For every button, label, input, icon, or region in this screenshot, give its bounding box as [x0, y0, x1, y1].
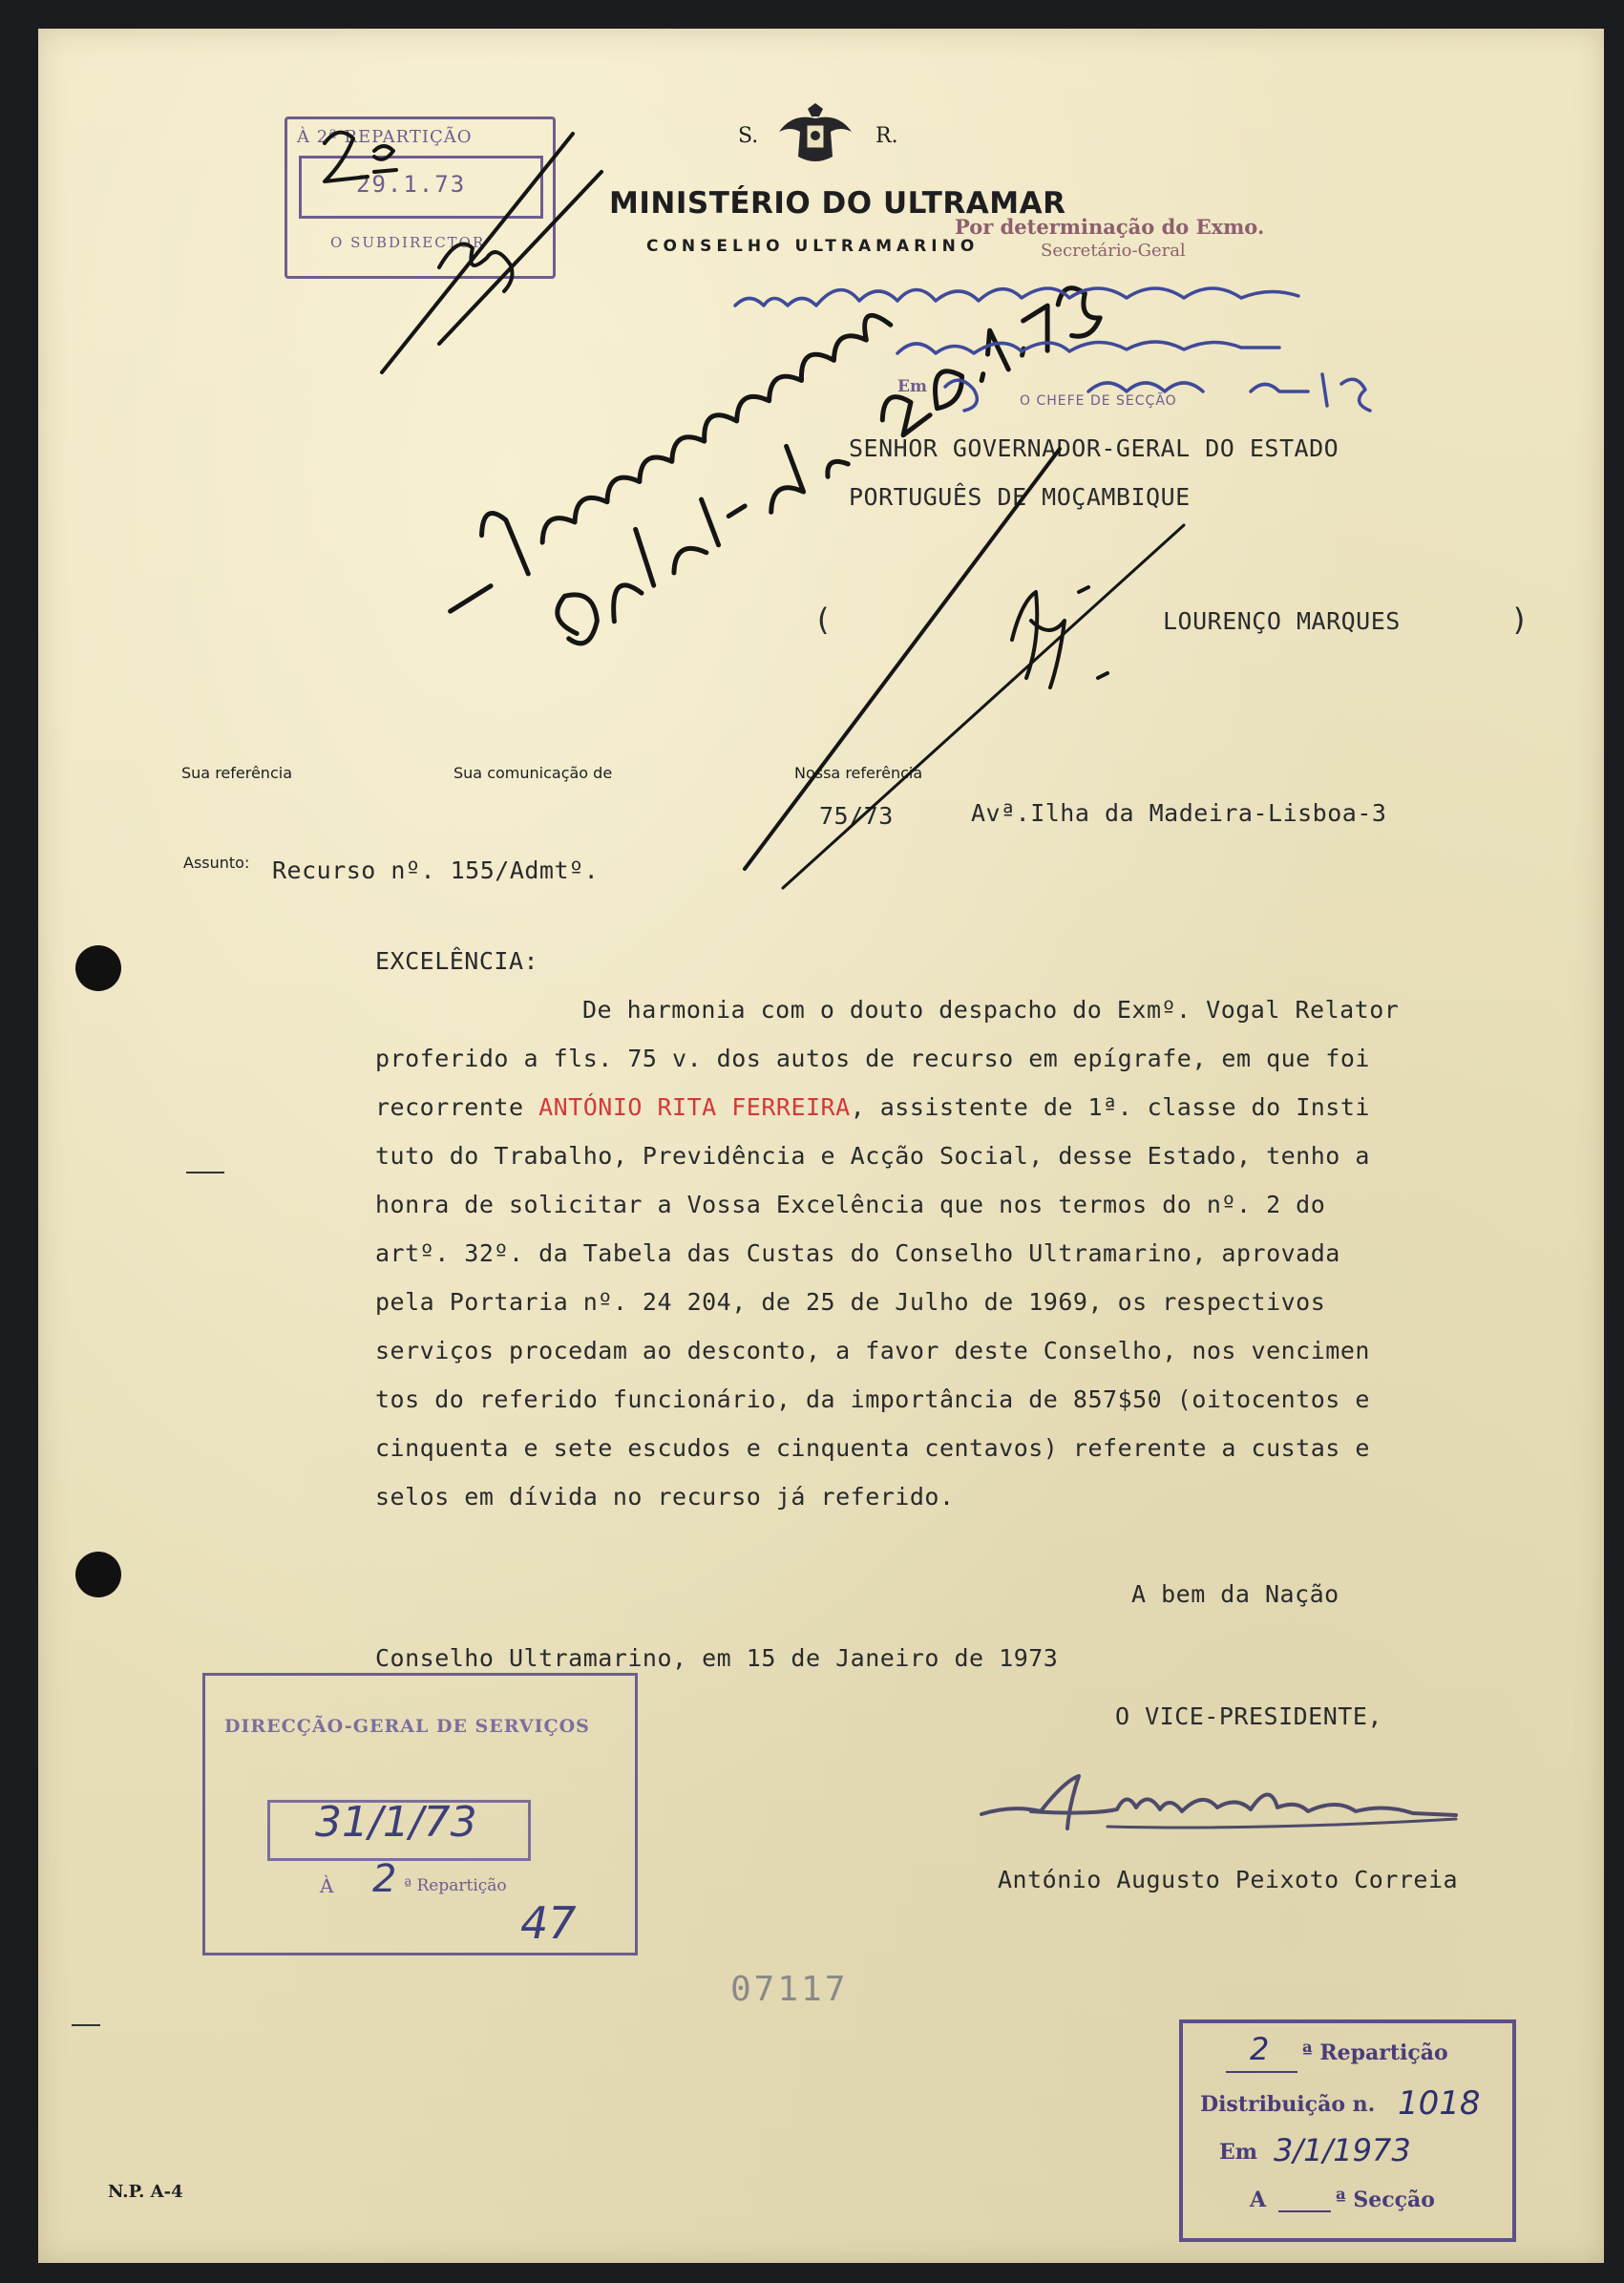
stamp-directorate-head: DIRECÇÃO-GERAL DE SERVIÇOS	[224, 1716, 590, 1737]
stamp-directorate-rep-suffix: ª Repartição	[404, 1876, 507, 1895]
body-line-3-prefix: recorrente	[375, 1093, 539, 1121]
signatory-title: O VICE-PRESIDENTE,	[1115, 1702, 1382, 1730]
stamp-distribution-seccao-prefix: A	[1250, 2188, 1267, 2212]
body-line-4: tuto do Trabalho, Previdência e Acção Social, desse Estado, tenho a	[375, 1142, 1370, 1170]
nossa-referencia-value: 75/73	[819, 802, 894, 830]
body-line-8: serviços procedam ao desconto, a favor deste Conselho, nos vencimen	[375, 1337, 1370, 1364]
body-line-5: honra de solicitar a Vossa Excelência que nos termos do nº. 2 do	[375, 1191, 1326, 1218]
sua-comunicacao-label: Sua comunicação de	[453, 764, 613, 782]
body-line-11: selos em dívida no recurso já referido.	[375, 1483, 955, 1511]
council-subtitle: CONSELHO ULTRAMARINO	[646, 237, 980, 256]
stamp-distribution-rep-value: 2	[1250, 2031, 1270, 2067]
letterhead-initial-right: R.	[875, 124, 898, 148]
stamp-distribution-em-label: Em	[1219, 2140, 1258, 2165]
stamp-distribution-rep-label: ª Repartição	[1302, 2040, 1448, 2065]
serial-number: 07117	[730, 1970, 849, 2009]
body-line-10: cinquenta e sete escudos e cinquenta centavos) referente a custas e	[375, 1434, 1370, 1462]
body-line-9: tos do referido funcionário, da importância de 857$50 (oitocentos e	[375, 1385, 1370, 1413]
stamp-directorate-number: 47	[520, 1897, 577, 1949]
assunto-label: Assunto:	[183, 854, 250, 872]
stamp-directorate-rep-prefix: À	[320, 1874, 334, 1897]
recipient-line-1: SENHOR GOVERNADOR-GERAL DO ESTADO	[849, 434, 1339, 462]
stamp-top-left-date: 29.1.73	[356, 171, 467, 198]
stamp-directorate-date: 31/1/73	[315, 1798, 477, 1847]
stamp-distribution-em-value: 3/1/1973	[1274, 2132, 1411, 2168]
nossa-referencia-label: Nossa referência	[794, 764, 923, 782]
stamp-top-left-foot: O SUBDIRECTOR	[330, 234, 486, 251]
place-and-date: Conselho Ultramarino, em 15 de Janeiro de 1973	[375, 1644, 1059, 1672]
stamp-distribution-dist-value: 1018	[1398, 2084, 1481, 2123]
body-line-2: proferido a fls. 75 v. dos autos de recurso em epígrafe, em que foi	[375, 1045, 1370, 1072]
city-bracket-right: )	[1510, 602, 1529, 638]
city-bracket-left: (	[813, 602, 833, 638]
sender-address: Avª.Ilha da Madeira-Lisboa-3	[971, 799, 1387, 827]
signatory-name: António Augusto Peixoto Correia	[998, 1866, 1459, 1893]
stamp-determination-line1: Por determinação do Exmo.	[955, 215, 1265, 239]
document-page	[38, 29, 1604, 2263]
stamp-distribution-seccao-label: ª Secção	[1336, 2188, 1435, 2212]
blue-dispatch-annotation	[38, 29, 1604, 2263]
stamp-determination-date-prefix: Em	[897, 377, 927, 396]
recurrent-name: ANTÓNIO RITA FERREIRA	[538, 1093, 851, 1121]
body-line-6: artº. 32º. da Tabela das Custas do Conselho Ultramarino, aprovada	[375, 1239, 1340, 1267]
letterhead-initial-left: S.	[738, 124, 759, 148]
assunto-value: Recurso nº. 155/Admtº.	[272, 856, 600, 884]
stamp-directorate-rep-value: 2	[372, 1857, 397, 1901]
stamp-top-left-head: À 2ª REPARTIÇÃO	[297, 127, 473, 147]
recipient-line-2: PORTUGUÊS DE MOÇAMBIQUE	[849, 483, 1191, 511]
form-code: N.P. A-4	[108, 2182, 183, 2202]
stamp-determination-line2: Secretário-Geral	[1041, 241, 1186, 261]
body-line-3-suffix: , assistente de 1ª. classe do Insti	[850, 1093, 1370, 1121]
body-line-1: De harmonia com o douto despacho do Exmº. Vogal Relator	[582, 996, 1400, 1024]
body-line-7: pela Portaria nº. 24 204, de 25 de Julho de 1969, os respectivos	[375, 1288, 1326, 1316]
stamp-distribution-dist-label: Distribuição n.	[1200, 2092, 1376, 2117]
closing-formula: A bem da Nação	[1131, 1580, 1339, 1608]
stamp-determination-foot: O CHEFE DE SECÇÃO	[1020, 393, 1177, 409]
sua-referencia-label: Sua referência	[181, 764, 292, 782]
salutation: EXCELÊNCIA:	[375, 947, 539, 975]
recipient-city: LOURENÇO MARQUES	[1163, 607, 1401, 635]
ministry-title: MINISTÉRIO DO ULTRAMAR	[609, 186, 1066, 221]
